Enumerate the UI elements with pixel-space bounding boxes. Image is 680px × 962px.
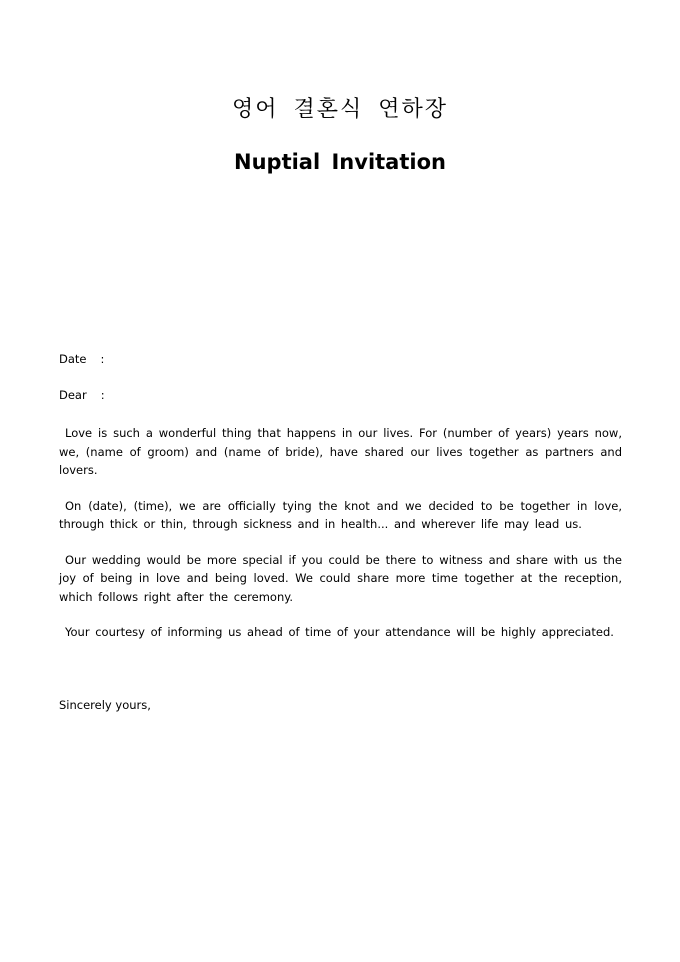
english-title: Nuptial Invitation [234, 150, 446, 174]
dear-field [59, 386, 105, 404]
paragraph: On (date), (time), we are officially tying the knot and we decided to be together in love, through thick or thin, through sickness and in health... and wherever life may lead us. [59, 498, 622, 531]
dear-label: Dear [59, 388, 87, 402]
date-label: Date [59, 352, 87, 366]
dear-colon: : [100, 388, 105, 402]
korean-title: 영어 결혼식 연하장 [231, 97, 448, 122]
paragraph: Your courtesy of informing us ahead of time of your attendance will be highly appreciated. [65, 625, 614, 639]
paragraph: Our wedding would be more special if you could be there to witness and share with us the joy of being in love and being loved. We could share more time together at the reception, which follows right after the ceremony. [59, 552, 622, 604]
letter-body [59, 424, 622, 659]
date-colon: : [100, 352, 105, 366]
paragraph: Love is such a wonderful thing that happens in our lives. For (number of years) years now, we, (name of groom) and (name of bride), have shared our lives together as partners and lovers. [59, 426, 622, 477]
closing-line: Sincerely yours, [59, 698, 151, 712]
date-field [59, 350, 104, 368]
